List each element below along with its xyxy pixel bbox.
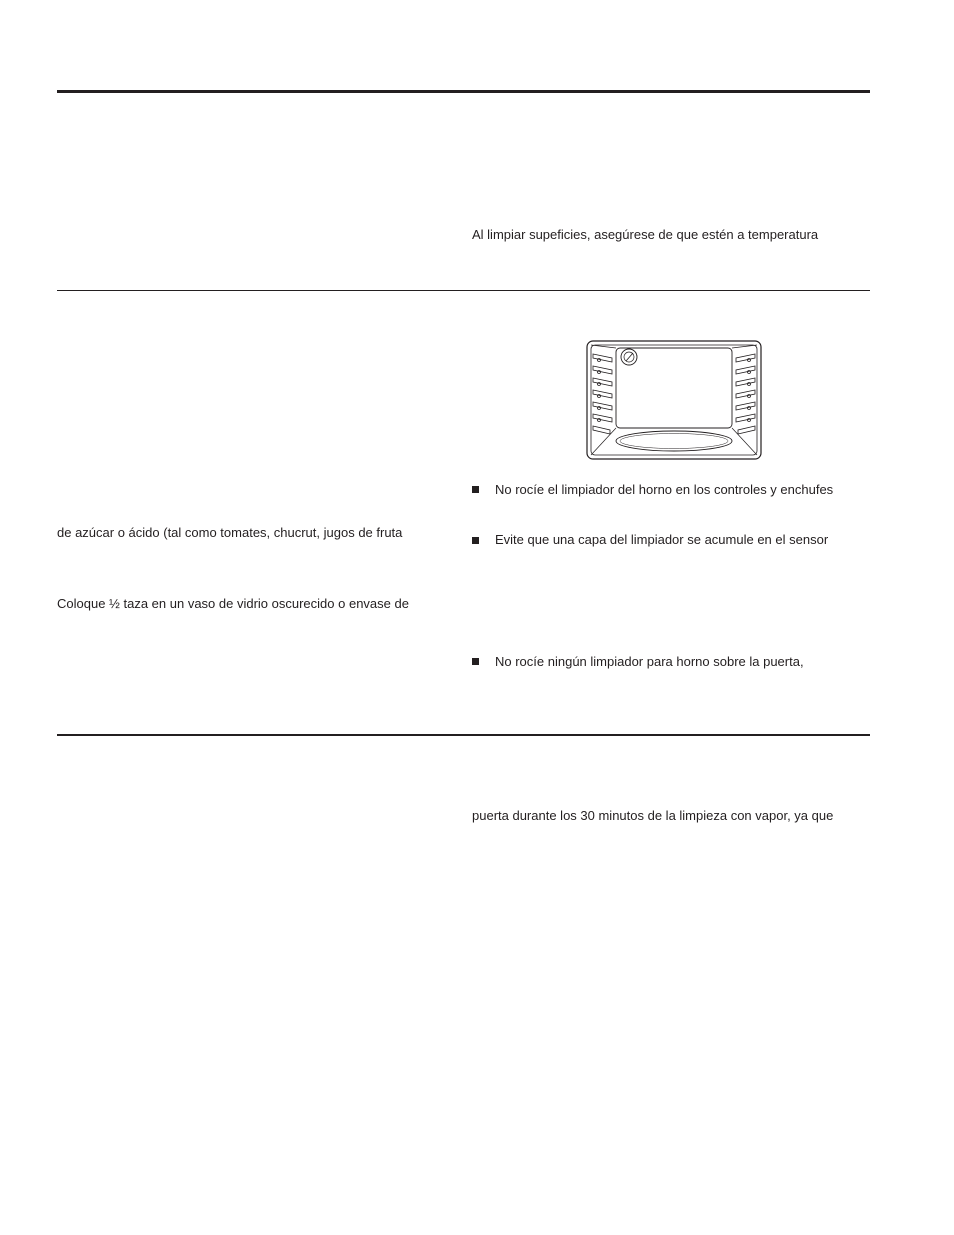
bullet-item-1: No rocíe el limpiador del horno en los controles y enchufes: [495, 482, 834, 497]
oven-cavity-outer: [587, 341, 761, 459]
bullet-marker: [472, 537, 479, 544]
left-mid-text-2: Coloque ½ taza en un vaso de vidrio oscurecido o envase de: [57, 596, 409, 611]
bullet-item-3: No rocíe ningún limpiador para horno sobre la puerta,: [495, 654, 804, 669]
right-top-text: Al limpiar supeficies, asegúrese de que estén a temperatura: [472, 227, 819, 242]
bullet-marker: [472, 658, 479, 665]
oven-interior-icon: [586, 340, 762, 460]
bullet-marker: [472, 486, 479, 493]
left-mid-text-1: de azúcar o ácido (tal como tomates, chucrut, jugos de fruta: [57, 525, 403, 540]
right-bottom-text: puerta durante los 30 minutos de la limpieza con vapor, ya que: [472, 808, 834, 823]
top-rule: [57, 90, 870, 93]
bullet-item-2: Evite que una capa del limpiador se acumule en el sensor: [495, 532, 829, 547]
section-rule-2: [57, 734, 870, 736]
section-rule-1: [57, 290, 870, 291]
